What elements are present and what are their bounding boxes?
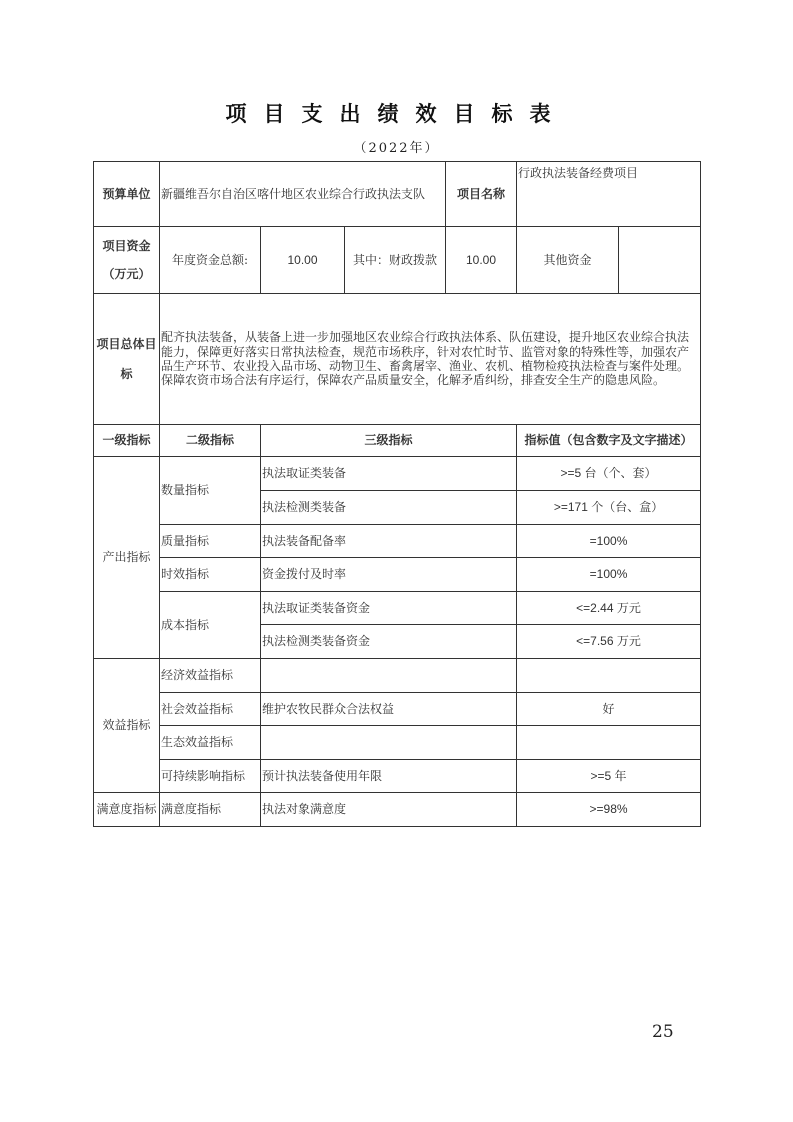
indicator-value: 好	[517, 693, 701, 726]
indicator-name: 执法取证类装备资金	[261, 592, 517, 625]
project-funds-label-line1: 项目资金	[102, 238, 151, 253]
output-indicator-label: 产出指标	[94, 457, 160, 659]
indicator-value: <=2.44 万元	[517, 592, 701, 625]
indicator-name: 预计执法装备使用年限	[261, 760, 517, 793]
year-subtitle: （2022年）	[353, 141, 440, 156]
project-funds-label-line2: （万元）	[102, 267, 151, 281]
indicator-value	[517, 659, 701, 693]
table-row	[94, 793, 701, 827]
indicator-name: 资金拨付及时率	[261, 558, 517, 592]
header-level3: 三级指标	[261, 425, 517, 457]
sustainable-impact-label: 可持续影响指标	[160, 760, 261, 793]
indicator-header-row	[94, 425, 701, 457]
project-name-label: 项目名称	[446, 162, 517, 227]
page-number: 25	[652, 1022, 674, 1042]
header-value: 指标值（包含数字及文字描述）	[517, 425, 701, 457]
indicator-name: 维护农牧民群众合法权益	[261, 693, 517, 726]
table-row	[94, 760, 701, 793]
table-row	[94, 659, 701, 693]
quantity-indicator-label: 数量指标	[160, 457, 261, 525]
table-row	[94, 592, 701, 625]
indicator-value: >=5 年	[517, 760, 701, 793]
indicator-name: 执法检测类装备资金	[261, 625, 517, 659]
annual-total-label: 年度资金总额:	[160, 227, 261, 294]
budget-unit-value: 新疆维吾尔自治区喀什地区农业综合行政执法支队	[160, 162, 446, 227]
economic-benefit-label: 经济效益指标	[160, 659, 261, 693]
overall-goal-text: 配齐执法装备，从装备上进一步加强地区农业综合行政执法体系、队伍建设，提升地区农业综合执法能力，保障更好落实日常执法检查，规范市场秩序，针对农忙时节、监管对象的特殊性等，加强农产品生产环节、农业投入品市场、动物卫生、畜禽屠宰、渔业、农机、植物检疫执法检查与案件处理。保障农资市场合法有序运行，保障农产品质量安全，化解矛盾纠纷，排查安全生产的隐患风险。	[160, 294, 701, 425]
table-row	[94, 457, 701, 491]
satisfaction-indicator-label: 满意度指标	[94, 793, 160, 827]
satisfaction-sub-label: 满意度指标	[160, 793, 261, 827]
table-row	[94, 558, 701, 592]
indicator-value: =100%	[517, 525, 701, 558]
table-row	[94, 726, 701, 760]
indicator-name: 执法检测类装备	[261, 491, 517, 525]
header-level1: 一级指标	[94, 425, 160, 457]
indicator-name	[261, 726, 517, 760]
fiscal-allocation-value: 10.00	[446, 227, 517, 294]
indicator-value: >=171 个（台、盒）	[517, 491, 701, 525]
fiscal-allocation-label: 其中：财政拨款	[345, 227, 446, 294]
annual-total-value: 10.00	[261, 227, 345, 294]
performance-target-table	[93, 161, 701, 827]
indicator-name: 执法取证类装备	[261, 457, 517, 491]
overall-goal-row	[94, 294, 701, 425]
indicator-name: 执法装备配备率	[261, 525, 517, 558]
budget-unit-row	[94, 162, 701, 227]
page-title: 项目支出绩效目标表	[225, 102, 568, 126]
indicator-name: 执法对象满意度	[261, 793, 517, 827]
indicator-value: >=98%	[517, 793, 701, 827]
social-benefit-label: 社会效益指标	[160, 693, 261, 726]
project-funds-row	[94, 227, 701, 294]
overall-goal-label: 项目总体目标	[94, 294, 160, 425]
table-row	[94, 693, 701, 726]
indicator-value: <=7.56 万元	[517, 625, 701, 659]
ecological-benefit-label: 生态效益指标	[160, 726, 261, 760]
project-name-value: 行政执法装备经费项目	[517, 162, 701, 227]
benefit-indicator-label: 效益指标	[94, 659, 160, 793]
budget-unit-label: 预算单位	[94, 162, 160, 227]
other-funds-value	[619, 227, 701, 294]
cost-indicator-label: 成本指标	[160, 592, 261, 659]
indicator-name	[261, 659, 517, 693]
indicator-value: =100%	[517, 558, 701, 592]
table-row	[94, 525, 701, 558]
timeliness-indicator-label: 时效指标	[160, 558, 261, 592]
indicator-value: >=5 台（个、套）	[517, 457, 701, 491]
other-funds-label: 其他资金	[517, 227, 619, 294]
quality-indicator-label: 质量指标	[160, 525, 261, 558]
header-level2: 二级指标	[160, 425, 261, 457]
indicator-value	[517, 726, 701, 760]
project-funds-label	[94, 227, 160, 294]
